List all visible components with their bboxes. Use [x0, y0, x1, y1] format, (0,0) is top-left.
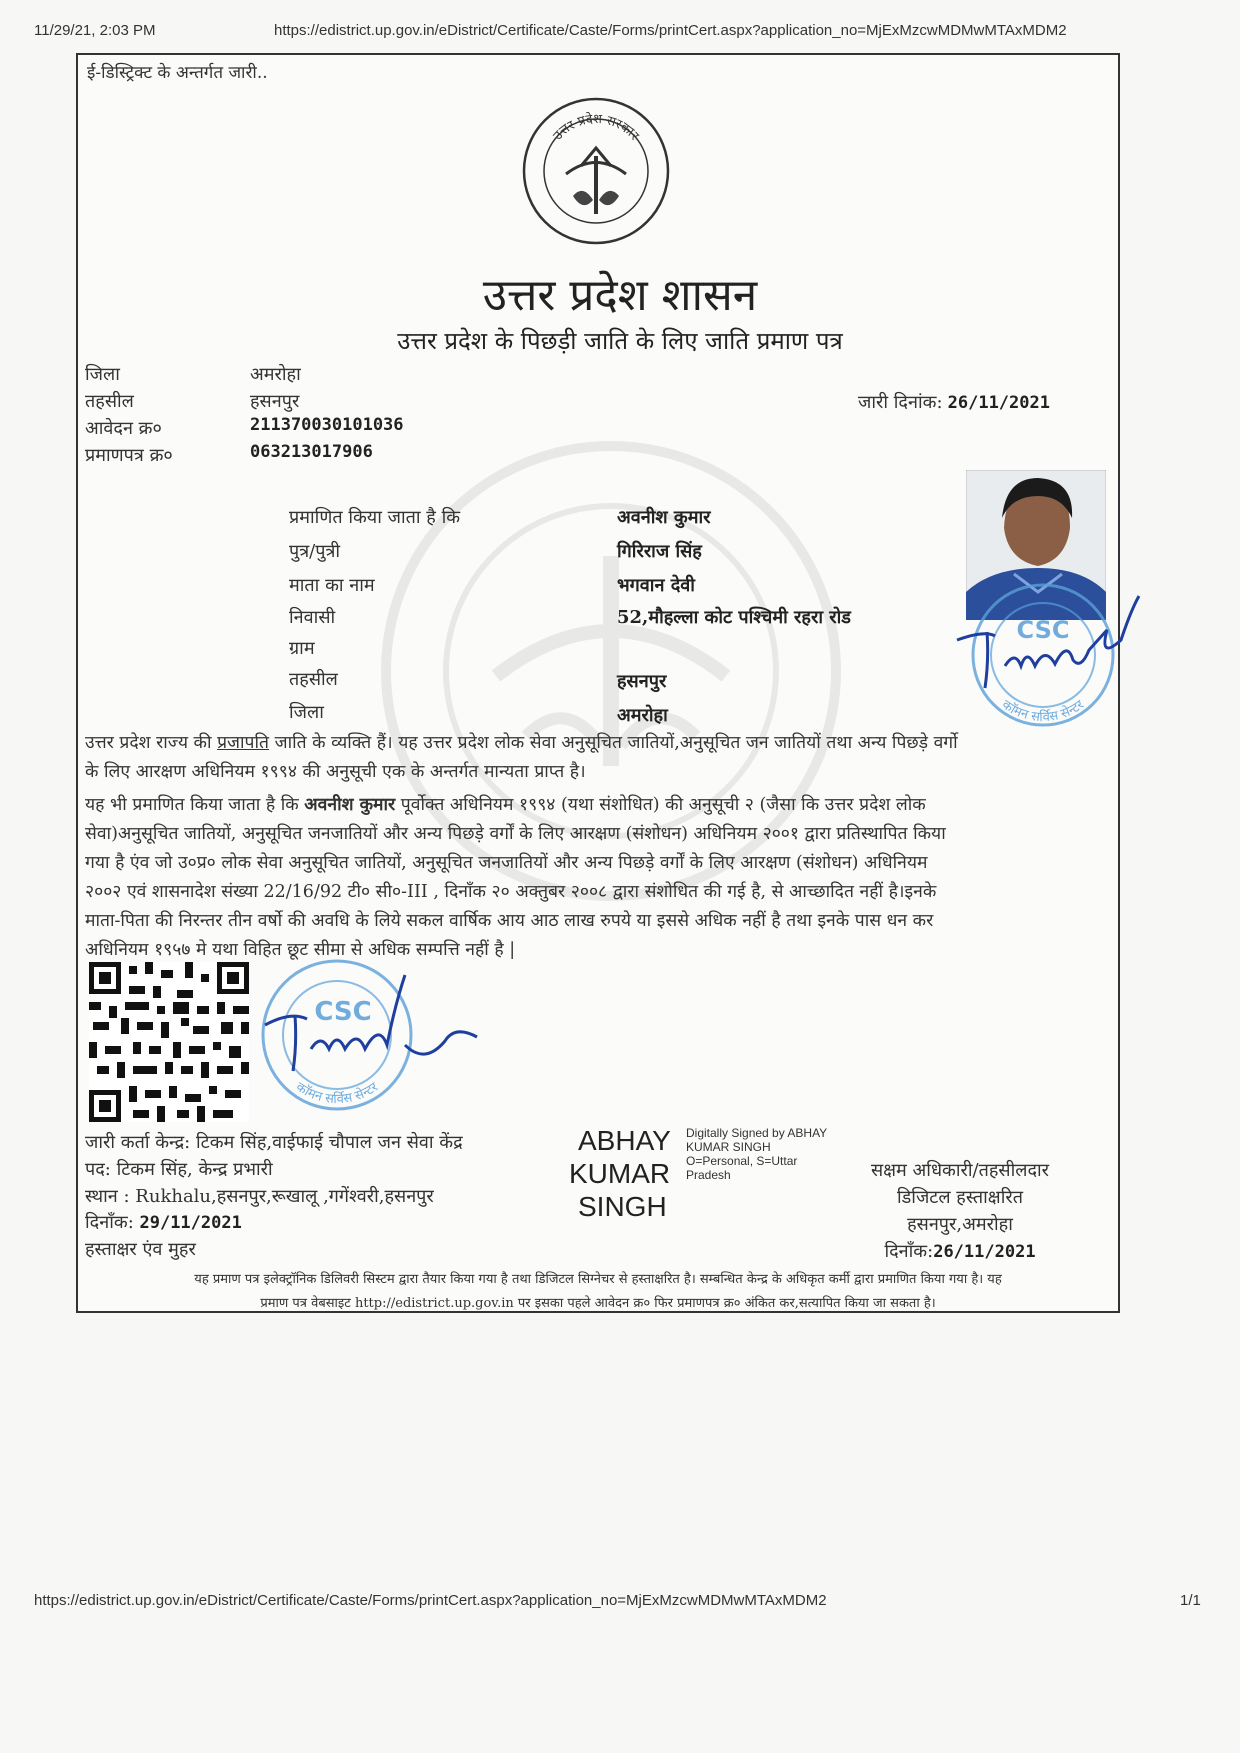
parent-label: पुत्र/पुत्री	[289, 541, 341, 562]
digital-note-line-1: Digitally Signed by ABHAY	[686, 1126, 828, 1140]
creamy-applicant-name: अवनीश कुमार	[304, 795, 396, 815]
creamy-prefix: यह भी प्रमाणित किया जाता है कि	[85, 795, 305, 815]
svg-text:CSC: CSC	[314, 997, 372, 1027]
digital-signature-note	[686, 1126, 827, 1182]
digital-note-line-3: O=Personal, S=Uttar	[686, 1154, 798, 1168]
verification-qr-code	[89, 962, 249, 1122]
parent-name: गिरिराज सिंह	[617, 541, 702, 562]
svg-text:उत्तर प्रदेश सरकार: उत्तर प्रदेश सरकार	[550, 111, 642, 144]
digital-note-line-2: KUMAR SINGH	[686, 1140, 771, 1154]
issuer-date	[85, 1210, 242, 1234]
creamy-layer-line-6: अधिनियम १९५७ मे यथा विहित छूट सीमा से अधिक सम्पत्ति नहीं है |	[85, 940, 516, 960]
digital-signer-name-3: SINGH	[578, 1191, 667, 1222]
signature-and-seal-label: हस्ताक्षर एंव मुहर	[85, 1239, 196, 1260]
issuing-center: जारी कर्ता केन्द्र: टिकम सिंह,वाईफाई चौपाल जन सेवा केंद्र	[85, 1132, 463, 1153]
creamy-layer-line-3: गया है एंव जो उ०प्र० लोक सेवा अनुसूचित जातियों, अनुसूचित जनजातियों और अन्य पिछड़े वर्गों के लिए आरक्षण (संशोधन) अधिनियम	[85, 853, 928, 873]
detail-district-value: अमरोहा	[617, 705, 668, 726]
issue-date-label: जारी दिनांक:	[858, 392, 943, 413]
issue-date-value: 26/11/2021	[947, 393, 1050, 413]
mother-label: माता का नाम	[289, 575, 375, 596]
creamy-layer-line-2: सेवा)अनुसूचित जातियों, अनुसूचित जनजातियों और अन्य पिछड़े वर्गों के लिए आरक्षण (संशोधन) अधिनियम २००१ द्वारा प्रतिस्थापित किया	[85, 824, 946, 844]
authority-date-label: दिनाँक:	[884, 1241, 934, 1262]
photo-csc-stamp-icon	[955, 570, 1155, 740]
creamy-suffix: पूर्वोक्त अधिनियम १९९४ (यथा संशोधित) की अनुसूची २ (जैसा कि उत्तर प्रदेश लोक	[395, 795, 926, 815]
detail-tehsil-label: तहसील	[289, 669, 338, 690]
creamy-layer-line-4: २००२ एवं शासनादेश संख्या 22/16/92 टी० सी०-III , दिनाँक २० अक्तुबर २००८ द्वारा संशोधित की गई है, से आच्छादित नहीं है।इनके	[85, 882, 937, 902]
issuer-place: स्थान : Rukhalu,हसनपुर,रूखालू ,गगेंश्वरी,हसनपुर	[85, 1186, 434, 1207]
certificate-footer-note	[78, 1268, 1118, 1316]
govt-title: उत्तर प्रदेश शासन	[482, 270, 758, 321]
district-value: अमरोहा	[250, 364, 301, 385]
mother-name: भगवान देवी	[617, 575, 695, 596]
certificate-number: 063213017906	[250, 442, 373, 462]
creamy-layer-line-1	[85, 791, 926, 820]
svg-text:कॉमन सर्विस सेन्टर: कॉमन सर्विस सेन्टर	[999, 697, 1087, 726]
authority-digital-signed: डिजिटल हस्ताक्षरित	[897, 1187, 1023, 1208]
certify-label: प्रमाणित किया जाता है कि	[289, 507, 461, 528]
footer-note-line-1: यह प्रमाण पत्र इलेक्ट्रॉनिक डिलिवरी सिस्टम द्वारा तैयार किया गया है तथा डिजिटल सिग्नेचर से हस्ताक्षरित है। सम्बन्धित केन्द्र के अधिकृत कर्मी द्वारा प्रमाणित किया गया है। यह	[194, 1272, 1002, 1287]
application-number: 211370030101036	[250, 415, 404, 435]
issuer-date-value: 29/11/2021	[139, 1213, 242, 1233]
application-label: आवेदन क्र०	[85, 418, 162, 439]
digital-note-line-4: Pradesh	[686, 1168, 731, 1182]
caste-prefix: उत्तर प्रदेश राज्य की	[85, 733, 218, 753]
caste-suffix: जाति के व्यक्ति हैं। यह उत्तर प्रदेश लोक सेवा अनुसूचित जातियों,अनुसूचित जन जातियों तथा अन्य पिछड़े वर्गो	[269, 733, 958, 753]
issue-date	[858, 390, 1050, 414]
applicant-name: अवनीश कुमार	[617, 507, 711, 528]
certificate-number-label: प्रमाणपत्र क्र०	[85, 445, 173, 466]
authority-place: हसनपुर,अमरोहा	[907, 1214, 1013, 1235]
caste-statement-line-1	[85, 729, 958, 758]
tehsil-value: हसनपुर	[250, 391, 300, 412]
detail-district-label: जिला	[289, 702, 324, 723]
authority-block	[840, 1157, 1080, 1266]
issuer-post: पद: टिकम सिंह, केन्द्र प्रभारी	[85, 1159, 273, 1180]
tehsil-label: तहसील	[85, 391, 134, 412]
print-url: https://edistrict.up.gov.in/eDistrict/Certificate/Caste/Forms/printCert.aspx?application_no=MjExMzcwMDMwMTAxMDM2	[274, 22, 1067, 39]
certificate-title: उत्तर प्रदेश के पिछड़ी जाति के लिए जाति प्रमाण पत्र	[397, 327, 843, 355]
village-label: ग्राम	[289, 638, 315, 659]
authority-title: सक्षम अधिकारी/तहसीलदार	[870, 1160, 1050, 1181]
issuer-csc-stamp-icon	[255, 945, 485, 1115]
authority-date-value: 26/11/2021	[933, 1242, 1036, 1262]
up-govt-emblem-icon	[521, 96, 671, 246]
print-datetime: 11/29/21, 2:03 PM	[34, 22, 156, 39]
print-page-count: 1/1	[1180, 1592, 1201, 1609]
district-label: जिला	[85, 364, 120, 385]
footer-note-line-2: प्रमाण पत्र वेबसाइट http://edistrict.up.gov.in पर इसका पहले आवेदन क्र० फिर प्रमाणपत्र क्र० अंकित कर,सत्यापित किया जा सकता है।	[260, 1296, 936, 1311]
print-footer-url: https://edistrict.up.gov.in/eDistrict/Certificate/Caste/Forms/printCert.aspx?application_no=MjExMzcwMDMwMTAxMDM2	[34, 1592, 827, 1609]
detail-tehsil-value: हसनपुर	[617, 671, 667, 692]
resident-label: निवासी	[289, 607, 336, 628]
authority-date	[840, 1238, 1080, 1266]
caste-statement-line-2: के लिए आरक्षण अधिनियम १९९४ की अनुसूची एक के अन्तर्गत मान्यता प्राप्त है।	[85, 762, 586, 782]
digital-signer-name-2: KUMAR	[569, 1158, 671, 1189]
digital-signer-name-1: ABHAY	[578, 1125, 671, 1156]
issuer-date-label: दिनाँक:	[85, 1212, 140, 1233]
caste-name: प्रजापति	[217, 733, 270, 753]
svg-text:कॉमन सर्विस सेन्टर: कॉमन सर्विस सेन्टर	[293, 1079, 382, 1108]
creamy-layer-line-5: माता-पिता की निरन्तर तीन वर्षो की अवधि के लिये सकल वार्षिक आय आठ लाख रुपये या इससे अधिक नहीं है तथा इनके पास धन कर	[85, 911, 934, 931]
resident-address: 52,मौहल्ला कोट पश्चिमी रहरा रोड	[617, 607, 851, 628]
svg-text:CSC: CSC	[1016, 616, 1070, 644]
issued-under-text: ई-डिस्ट्रिक्ट के अन्तर्गत जारी..	[87, 63, 268, 83]
